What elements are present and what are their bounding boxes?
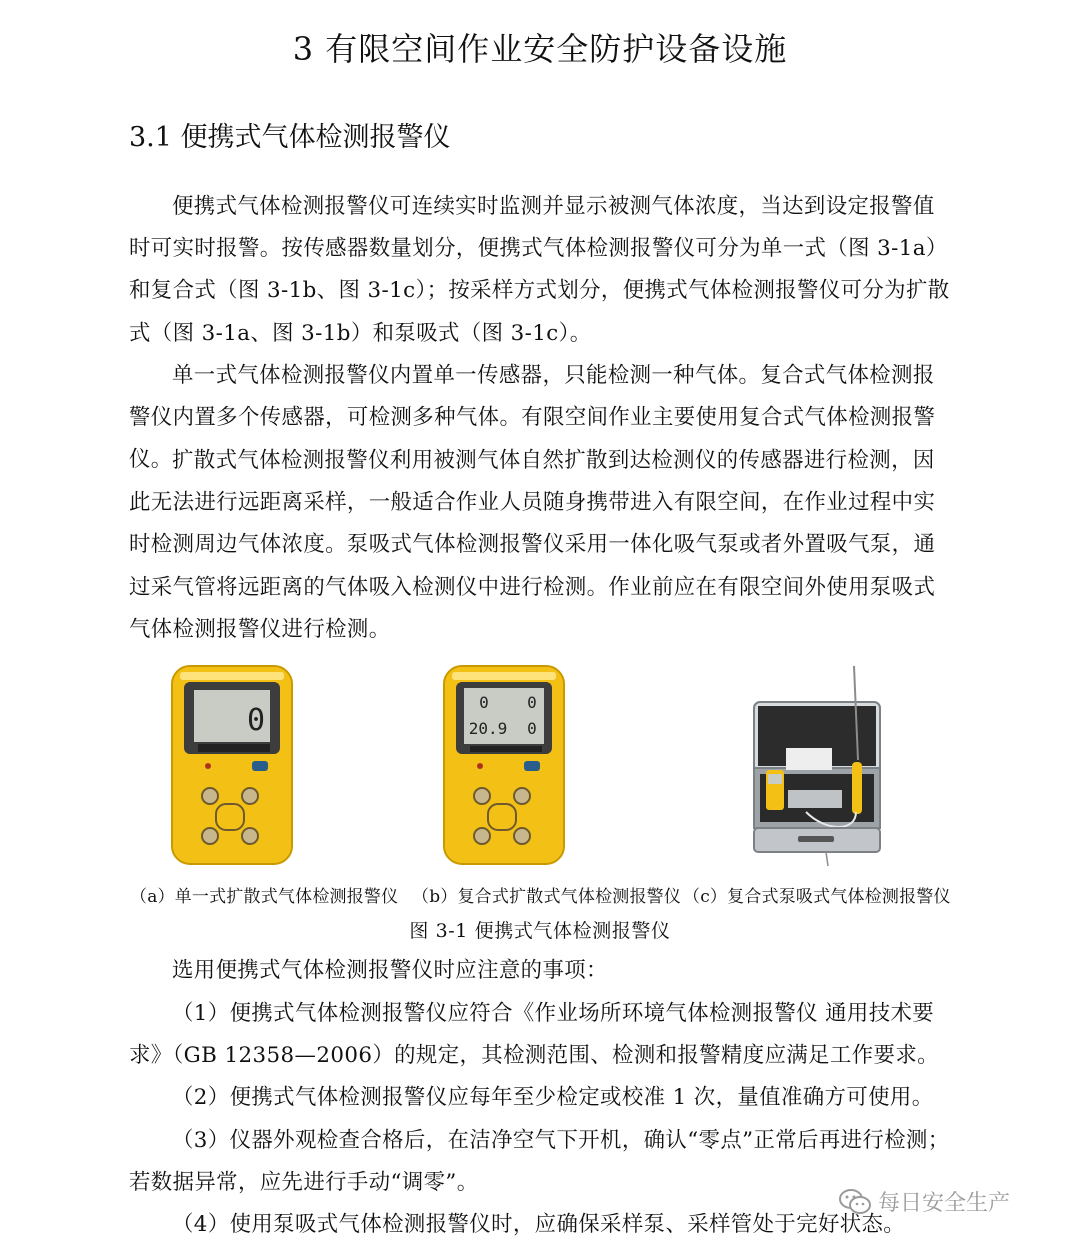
display-reading: 0 xyxy=(479,693,489,712)
display-reading: 20.9 xyxy=(468,719,508,738)
paragraph: 便携式气体检测报警仪可连续实时监测并显示被测气体浓度，当达到设定报警值时可实时报警。按传感器数量划分，便携式气体检测报警仪可分为单一式（图 3-1a）和复合式（图 3-1b、图 3-1c）；按采样方式划分，便携式气体检测报警仪可分为扩散式（图 3-1a、图 3-1b）和泵吸式（图 3-1c）。 xyxy=(129,194,950,346)
watermark-text: 每日安全生产 xyxy=(878,1191,1011,1216)
single-gas-detector-image xyxy=(168,664,296,866)
figure-title: 图 3-1 便携式气体检测报警仪 xyxy=(409,920,671,942)
paragraph: （2）便携式气体检测报警仪应每年至少检定或校准 1 次，量值准确方可使用。 xyxy=(172,1085,934,1110)
pump-gas-detector-kit-image xyxy=(746,662,886,868)
chapter-title: 3 有限空间作业安全防护设备设施 xyxy=(292,30,788,68)
paragraph: （4）使用泵吸式气体检测报警仪时，应确保采样泵、采样管处于完好状态。 xyxy=(172,1212,906,1237)
watermark xyxy=(838,1186,1010,1217)
multi-gas-detector-image xyxy=(440,664,568,866)
paragraph: （3）仪器外观检查合格后，在洁净空气下开机，确认“零点”正常后再进行检测；若数据异常，应先进行手动“调零”。 xyxy=(129,1128,950,1196)
paragraph: 单一式气体检测报警仪内置单一传感器，只能检测一种气体。复合式气体检测报警仪内置多个传感器，可检测多种气体。有限空间作业主要使用复合式气体检测报警仪。 xyxy=(129,363,936,473)
display-reading: 0 xyxy=(527,693,537,712)
paragraph: 选用便携式气体检测报警仪时应注意的事项： xyxy=(172,958,608,983)
figure-caption-c: （c）复合式泵吸式气体检测报警仪 xyxy=(683,887,951,907)
figure-caption-b: （b）复合式扩散式气体检测报警仪 xyxy=(412,887,682,907)
figure-caption-a: （a）单一式扩散式气体检测报警仪 xyxy=(130,887,399,907)
section-title: 3.1 便携式气体检测报警仪 xyxy=(129,122,451,153)
paragraph: 扩散式气体检测报警仪利用被测气体自然扩散到达检测仪的传感器进行检测，因此无法进行远距离采样，一般适合作业人员随身携带进入有限空间，在作业过程中实时检测周边气体浓度。泵吸式气体检测报警仪采用一体化吸气泵或者外置吸气泵，通过采气管将远距离的气体吸入检测仪中进行检测。作业前应在有限空间外使用泵吸式气体检测报警仪进行检测。 xyxy=(129,448,936,642)
display-reading: 0 xyxy=(527,719,537,738)
wechat-icon xyxy=(838,1188,872,1216)
display-reading: 0 xyxy=(246,703,266,738)
paragraph: （1）便携式气体检测报警仪应符合《作业场所环境气体检测报警仪 通用技术要求》（GB 12358—2006）的规定，其检测范围、检测和报警精度应满足工作要求。 xyxy=(129,1001,939,1069)
